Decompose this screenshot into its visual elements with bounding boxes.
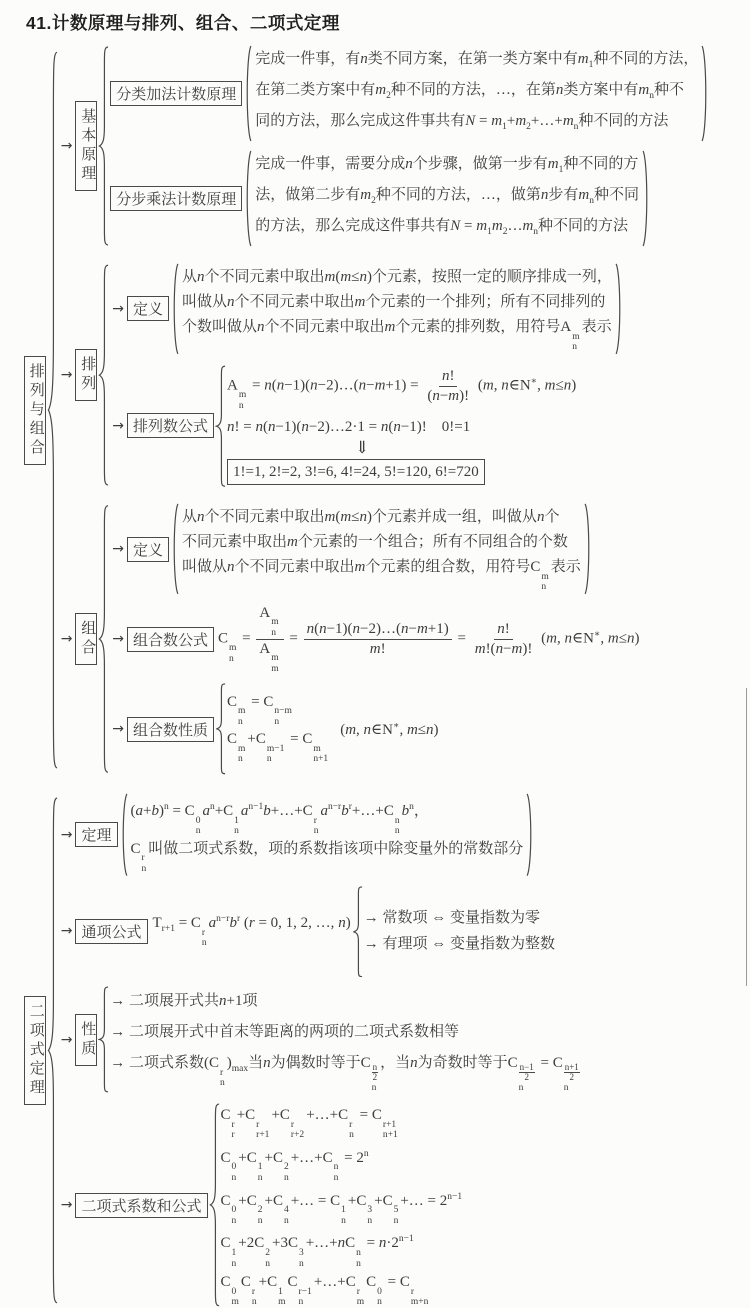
text-line: 的方法，那么完成这件事共有$N = m_1m_2\dots m_n$种不同的方法 — [255, 218, 629, 237]
branch-combination — [59, 503, 750, 775]
right-paren — [584, 503, 593, 595]
formula-line: C 0 n +C 2 n +C 4 n +… = C 1 n +C 3 n +C 5 n +… = $2^{n-1}$ — [220, 1191, 463, 1226]
arrow-icon: → — [112, 300, 124, 317]
arrow-icon: → — [112, 541, 124, 558]
combination-property-lines — [227, 692, 330, 768]
left-paren — [243, 150, 252, 247]
double-down-arrow-icon: ⇓ — [354, 438, 370, 458]
left-paren — [243, 45, 252, 142]
definition-label-box: 定义 — [127, 537, 169, 562]
binomial-properties — [110, 986, 582, 1093]
text-line: 在第二类方案中有$m_2$种不同的方法，…，在第n类方案中有$m_n$种不 — [255, 82, 684, 101]
factorial-values-box: 1!=1, 2!=2, 3!=6, 4!=24, 5!=120, 6!=720 — [227, 459, 485, 485]
general-term-cases — [364, 905, 555, 957]
formula-line: C 1 n +2C 2 n +3C 3 n +…+nC n n = $n\cdot 2^{n-1}$ — [220, 1234, 414, 1269]
formula-line: C m n +C m−1 n = C m n+1 — [226, 731, 329, 765]
properties-label-box: 组合数性质 — [127, 717, 214, 742]
left-brace — [98, 503, 109, 775]
arrow-icon: → — [112, 631, 124, 648]
left-paren — [170, 263, 179, 355]
text-line: 同的方法，那么完成这件事共有$N = m_1+m_2+\dots+m_n$种不同的方法 — [255, 113, 669, 132]
right-paren — [642, 150, 651, 247]
formula-line: A m n = n(n−1)(n−2)…(n−m+1) = $\frac{n!}{(n-m)!}$ (m, n∈N∗, m≤n) — [226, 367, 577, 411]
text-line: 完成一件事，有n类不同方案，在第一类方案中有$m_1$种不同的方法， — [255, 51, 699, 70]
branch-permutation — [59, 263, 750, 487]
rule-label-box: 分类加法计数原理 — [110, 81, 242, 106]
permutation-formula — [110, 365, 625, 487]
rule-text — [253, 45, 700, 142]
group1-branches — [59, 45, 750, 775]
general-term-label-box: 通项公式 — [75, 919, 147, 944]
formula-line: n! = n(n−1)(n−2)…2·1 = n(n−1)! 0!=1 — [226, 419, 471, 436]
branch-coefficient-sums — [59, 1102, 598, 1308]
arrow-icon: → — [60, 138, 73, 154]
text-line: 个数叫做从n个不同元素中取出m个元素的排列数，用符号A m n 表示 — [181, 319, 612, 353]
right-paren — [701, 45, 710, 142]
properties-label-box: 性质 — [75, 1014, 97, 1066]
group-permutation-combination — [24, 45, 750, 775]
page-title: 41.计数原理与排列、组合、二项式定理 — [26, 13, 340, 33]
group2-label-box: 二项式定理 — [24, 996, 46, 1105]
left-brace — [47, 45, 58, 775]
formula-line: C m n = A m n A m m = $\frac{n(n-1)(n-2)\dots(n-m+1)}{m!}$ = $\frac{n!}{m!(n-m)!}$ (m, n∈N∗, m≤n) — [217, 604, 640, 674]
text-line: 叫做从n个不同元素中取出m个元素的组合数，用符号C m n 表示 — [181, 559, 581, 593]
arrow-icon: → — [60, 367, 73, 384]
left-paren — [170, 503, 179, 595]
branch-theorem — [59, 793, 598, 877]
arrow-icon: → — [112, 417, 124, 434]
right-paren — [526, 793, 535, 877]
permutation-definition — [110, 263, 625, 355]
left-paren — [119, 793, 128, 877]
text-line: 法，做第二步有$m_2$种不同的方法，…，做第n步有$m_n$种不同 — [255, 187, 639, 206]
group2-branches — [59, 793, 598, 1308]
rule-classification-addition — [110, 45, 711, 142]
rule-label-box: 分步乘法计数原理 — [110, 186, 242, 211]
definition-text — [180, 263, 614, 355]
formula-line: $T_{r+1} = C$ r n $a^{n-r}b^r$ (r = 0, 1, 2, …, n) — [152, 914, 351, 949]
text-line: 从n个不同元素中取出m(m≤n)个元素并成一组，叫做从n个 — [181, 509, 560, 526]
rule-text — [253, 150, 641, 247]
formula-label-box: 排列数公式 — [127, 413, 214, 438]
basic-principles-box: 基本原理 — [75, 101, 97, 191]
left-brace — [215, 365, 226, 487]
combination-properties — [110, 683, 639, 775]
arrow-icon: → — [112, 721, 124, 738]
definition-label-box: 定义 — [127, 296, 169, 321]
arrow-icon: → — [60, 1197, 73, 1213]
formula-line: C m n = C n−m n — [226, 693, 292, 727]
text-line: C r n 叫做二项式系数，项的系数指该项中除变量外的常数部分 — [130, 840, 524, 874]
branch-basic-principles — [59, 45, 750, 247]
rule-step-multiplication — [110, 150, 711, 247]
text-line: 叫做从n个不同元素中取出m个元素的一个排列；所有不同排列的 — [181, 294, 606, 310]
left-brace — [352, 886, 363, 978]
combination-formula — [110, 604, 639, 675]
branch-properties — [59, 986, 598, 1093]
group1-label-box: 排列与组合 — [24, 356, 46, 465]
constraint-text: (m, n∈N∗, m≤n) — [340, 720, 439, 738]
permutation-box: 排列 — [75, 349, 97, 401]
permutation-formula-lines — [227, 365, 576, 487]
text-line: $(a+b)^n = C$ 0 n $a^n+C$ 1 n $a^{n-1}b+\dots+C$ r n $a^{n-r}b^r+\dots+C$ n n $b^n$， — [130, 802, 429, 837]
text-line: → 二项展开式共n+1项 — [110, 993, 258, 1010]
theorem-text — [129, 793, 526, 877]
group-binomial-theorem — [24, 793, 750, 1308]
formula-line: C 0 n +C 1 n +C 2 n +…+C n n = $2^n$ — [220, 1148, 369, 1183]
combination-box: 组合 — [75, 613, 97, 665]
formula-line: C r r +C r r+1 +C r r+2 +…+C r n = C r+1 n+1 — [220, 1107, 398, 1141]
arrow-icon: → — [60, 826, 73, 843]
basic-principle-items — [110, 45, 711, 247]
text-line: → 二项展开式中首末等距离的两项的二项式系数相等 — [110, 1024, 459, 1041]
left-brace — [215, 683, 226, 775]
definition-text — [180, 503, 583, 595]
branch-general-term — [59, 886, 598, 978]
text-line: → 二项式系数(C r n )$_{max}$当n为偶数时等于C $\frac{n}{2}$ n ，当n为奇数时等于C $\frac{n-1}{2}$ n = C $\frac{n+1}{2}$ n — [110, 1055, 579, 1093]
coefficient-sums-label-box: 二项式系数和公式 — [75, 1193, 207, 1218]
scan-edge-artifact — [746, 688, 747, 986]
arrow-icon: → — [60, 1031, 73, 1048]
right-paren — [615, 263, 624, 355]
left-brace — [98, 45, 109, 247]
permutation-items — [110, 263, 625, 487]
formula-line: C 0 m C r n +C 1 m C r−1 n +…+C r m C 0 n = C r m+n — [220, 1274, 429, 1308]
formula-label-box: 组合数公式 — [127, 627, 214, 652]
text-line: 完成一件事，需要分成n个步骤，做第一步有$m_1$种不同的方 — [255, 156, 639, 175]
text-line: 从n个不同元素中取出m(m≤n)个元素，按照一定的顺序排成一列， — [181, 269, 612, 285]
left-brace — [209, 1102, 220, 1308]
combination-definition — [110, 503, 639, 595]
theorem-label-box: 定理 — [75, 822, 117, 847]
left-brace — [98, 263, 109, 487]
left-brace — [98, 986, 109, 1093]
text-line: → 常数项 ⇔ 变量指数为零 — [363, 910, 540, 927]
coefficient-sum-formulas — [221, 1102, 463, 1308]
arrow-icon: → — [60, 631, 73, 648]
left-brace — [47, 793, 58, 1308]
text-line: → 有理项 ⇔ 变量指数为整数 — [363, 936, 555, 953]
text-line: 不同元素中取出m个元素的一个组合；所有不同组合的个数 — [181, 534, 568, 551]
combination-items — [110, 503, 639, 775]
arrow-icon: → — [60, 923, 73, 940]
